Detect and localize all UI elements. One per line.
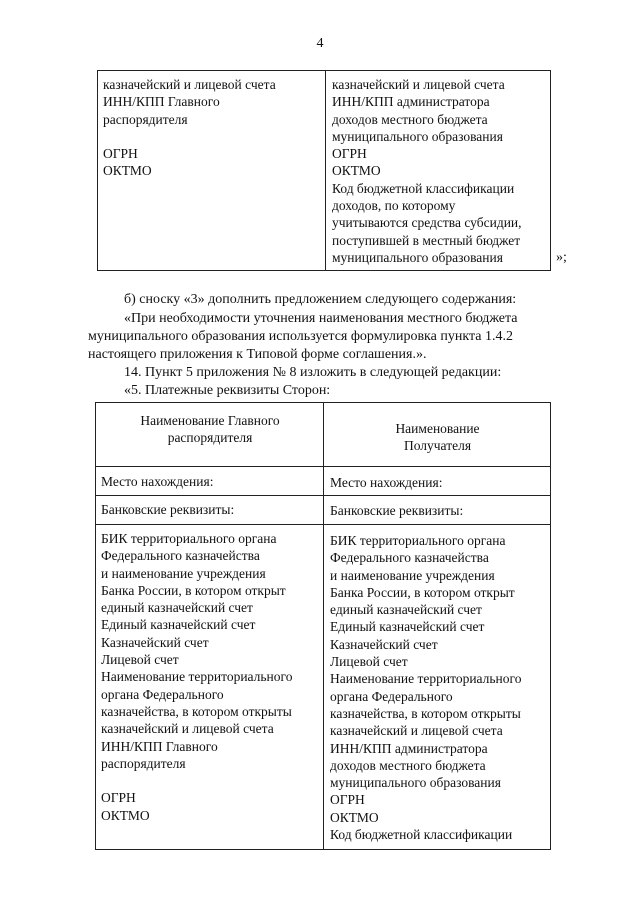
requisites-left-line: и наименование учреждения: [101, 565, 266, 581]
requisites-right-line: единый казначейский счет: [330, 602, 482, 618]
requisites-left-line: Федерального казначейства: [101, 548, 260, 564]
table1-left-line: ИНН/КПП Главного: [103, 94, 220, 110]
table1-right-line: ИНН/КПП администратора: [332, 94, 490, 110]
requisites-left-line: казначейский и лицевой счета: [101, 721, 274, 737]
table1-closing-mark: »;: [556, 250, 567, 265]
paragraph-item-14: 14. Пункт 5 приложения № 8 изложить в следующей редакции:: [124, 365, 502, 380]
header-left-line: Наименование Главного: [140, 413, 280, 428]
requisites-left-line: Наименование территориального: [101, 669, 293, 685]
requisites-right-line: Казначейский счет: [330, 636, 438, 652]
paragraph-quote-line-2: муниципального образования используется формулировка пункта 1.4.2: [88, 329, 513, 344]
paragraph-quote-first-line: «При необходимости уточнения наименования местного бюджета: [124, 311, 518, 326]
requisites-left-line: распорядителя: [101, 755, 186, 771]
requisites-left-line: казначейства, в котором открыты: [101, 703, 292, 719]
requisites-right-line: Лицевой счет: [330, 654, 408, 670]
requisites-left-line: органа Федерального: [101, 686, 224, 702]
requisites-right-line: ИНН/КПП администратора: [330, 740, 488, 756]
table1-left-line: [103, 128, 321, 145]
table1-right-line: Код бюджетной классификации: [332, 180, 515, 196]
table1-right-line: муниципального образования: [332, 128, 503, 144]
table1-right-line: ОКТМО: [332, 163, 381, 179]
paragraph-footnote: б) сноску «3» дополнить предложением следующего содержания:: [124, 292, 517, 307]
bank-details-left: Банковские реквизиты:: [101, 502, 235, 517]
requisites-right-line: казначейства, в котором открыты: [330, 705, 521, 721]
requisites-right-line: органа Федерального: [330, 688, 453, 704]
requisites-right-line: ОГРН: [330, 792, 365, 808]
table1-right-border: [550, 70, 551, 271]
requisites-left-line: ОГРН: [101, 790, 136, 806]
requisites-left-line: ОКТМО: [101, 807, 150, 823]
table1-left-line: ОГРН: [103, 146, 138, 162]
table1-top-border: [97, 70, 551, 71]
requisites-right-line: Федерального казначейства: [330, 550, 489, 566]
requisites-right-line: Банка России, в котором открыт: [330, 584, 515, 600]
table1-left-line: казначейский и лицевой счета: [103, 77, 276, 92]
header-left-line: распорядителя: [167, 430, 253, 446]
location-left: Место нахождения:: [101, 474, 214, 489]
paragraph-quote-line-3: настоящего приложения к Типовой форме соглашения.».: [88, 347, 427, 362]
requisites-left-line: Лицевой счет: [101, 652, 179, 668]
table1-right-line: доходов, по которому: [332, 198, 456, 214]
requisites-right-line: казначейский и лицевой счета: [330, 723, 503, 739]
table1-right-line: казначейский и лицевой счета: [332, 77, 505, 92]
table1-left-border: [97, 70, 98, 271]
page-number: 4: [316, 36, 324, 51]
requisites-right-line: муниципального образования: [330, 775, 501, 791]
requisites-left: [101, 530, 323, 824]
requisites-left-line: Банка России, в котором открыт: [101, 582, 286, 598]
requisites-right-line: доходов местного бюджета: [330, 757, 486, 773]
table1-mid-border: [325, 70, 326, 271]
requisites-left-line: БИК территориального органа: [101, 531, 277, 546]
table1-right-line: муниципального образования: [332, 249, 503, 265]
table1-left-line: ОКТМО: [103, 163, 152, 179]
table2-left-border: [95, 402, 96, 850]
header-right-line: Получателя: [403, 438, 472, 454]
requisites-right: [330, 532, 550, 843]
location-right: Место нахождения:: [330, 475, 443, 490]
requisites-right-line: и наименование учреждения: [330, 567, 495, 583]
header-right-line: Наименование: [395, 421, 480, 436]
requisites-left-line: ИНН/КПП Главного: [101, 738, 218, 754]
requisites-left-line: единый казначейский счет: [101, 600, 253, 616]
table1-left-cell: [103, 76, 321, 180]
requisites-right-line: Наименование территориального: [330, 671, 522, 687]
requisites-right-line: БИК территориального органа: [330, 533, 506, 548]
table1-right-line: ОГРН: [332, 146, 367, 162]
table1-right-line: доходов местного бюджета: [332, 111, 488, 127]
requisites-left-line: Единый казначейский счет: [101, 617, 256, 633]
table1-right-cell: [332, 76, 548, 266]
requisites-right-line: Единый казначейский счет: [330, 619, 485, 635]
table1-bottom-border: [97, 270, 551, 271]
table2-mid-border: [323, 402, 324, 850]
requisites-right-line: ОКТМО: [330, 809, 379, 825]
table1-right-line: поступившей в местный бюджет: [332, 232, 521, 248]
requisites-right-line: Код бюджетной классификации: [330, 827, 513, 843]
bank-details-right: Банковские реквизиты:: [330, 503, 464, 518]
table1-left-line: распорядителя: [103, 111, 188, 127]
paragraph-requisites-heading: «5. Платежные реквизиты Сторон:: [124, 383, 331, 398]
requisites-left-line: Казначейский счет: [101, 634, 209, 650]
table2-right-border: [550, 402, 551, 850]
header-recipient: [325, 420, 550, 455]
table1-right-line: учитываются средства субсидии,: [332, 215, 522, 231]
requisites-left-line: [101, 772, 323, 789]
header-main-manager: [97, 412, 323, 447]
